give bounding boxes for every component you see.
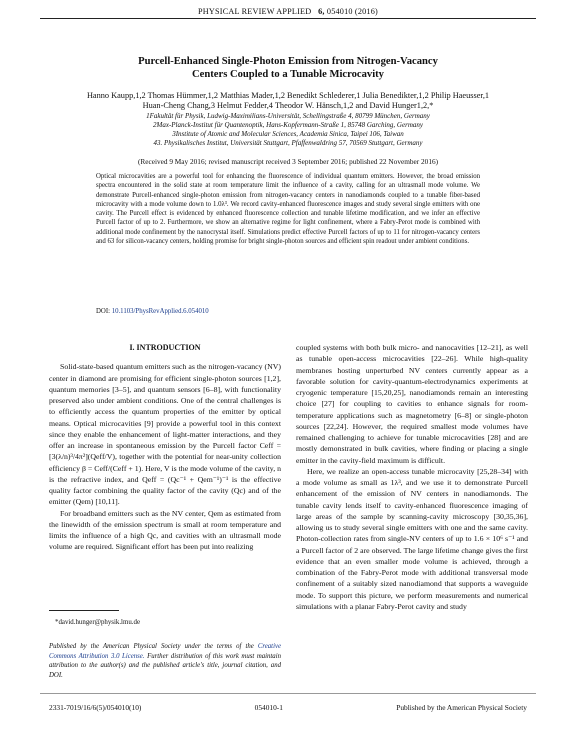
authors-line-2: Huan-Cheng Chang,3 Helmut Fedder,4 Theodor W. Hänsch,1,2 and David Hunger1,2,* [142, 101, 434, 111]
left-column [49, 342, 281, 553]
publication-note [49, 642, 281, 680]
author-list [48, 91, 528, 112]
intro-paragraph-1: Solid-state-based quantum emitters such as the nitrogen-vacancy (NV) center in diamond are promising for efficient single-photon sources [1,2], quantum memories [3–5], and quantum sensors [6–8], with functionality preserved also under ambient conditions. One of the central challenges is to efficiently access the quantum properties of the emitter by optical means. Optical microcavities [9] provide a powerful tool in this context since they enable the enhancement of light-matter interactions, and they offer an increase in spontaneous emission by the Purcell factor Ceff = [3(λ/n)³/4π²](Qeff/V), together with the potential for near-unity collection efficiency β = Ceff/(Ceff + 1). Here, V is the mode volume of the cavity, n is the refractive index, and Qeff = (Qc⁻¹ + Qem⁻¹)⁻¹ is the effective quality factor combining the quality factor of the cavity (Qc) and of the emitter (Qem) [10,11]. [49, 362, 281, 507]
affiliations [48, 112, 528, 148]
title-line-1: Purcell-Enhanced Single-Photon Emission from Nitrogen-Vacancy [138, 56, 438, 67]
affiliation-2: 2Max-Planck-Institut für Quantenoptik, Hans-Kopfermann-Straße 1, 85748 Garching, Germany [153, 120, 423, 129]
footnote-rule [49, 610, 119, 611]
intro-paragraph-4: Here, we realize an open-access tunable microcavity [25,28–34] with a mode volume as small as 1λ³, and we use it to demonstrate Purcell enhancement of the emission of NV centers in nanodiamonds. The tunable cavity lends itself to cavity-enhanced fluorescence imaging of large areas of the sample by scanning-cavity microscopy [30,35,36], allowing us to study several single emitters with one and the same cavity. Photon-collection rates from single-NV centers of up to 1.6 × 10⁶ s⁻¹ and a Purcell factor of 2 are observed. The large lifetime change gives the first evidence that an even smaller mode volume is achieved, through a combination of the Fabry-Perot mode with additional transversal mode confinement of a suitably sized nanodiamond that supports a waveguide mode. To support this picture, we perform measurements and numerical simulations with a planar Fabry-Perot cavity and study [296, 466, 528, 611]
article-number: 054010 (2016) [326, 7, 378, 16]
right-column [296, 342, 528, 612]
doi-label: DOI: [96, 308, 110, 315]
paper-title [60, 56, 516, 81]
journal-header [0, 7, 576, 16]
affiliation-4: 43. Physikalisches Institut, Universität Stuttgart, Pfaffenwaldring 57, 70569 Stuttgart, Germany [153, 138, 423, 147]
title-line-2: Centers Coupled to a Tunable Microcavity [192, 68, 384, 80]
doi-link[interactable]: 10.1103/PhysRevApplied.6.054010 [111, 308, 209, 315]
intro-paragraph-2: For broadband emitters such as the NV center, Qem as estimated from the linewidth of the emission spectrum is small at room temperature and limits the influence of a high Qc, and cavities with an ultrasmall mode volume are required. Significant effort has been put into realizing [49, 508, 281, 552]
license-link[interactable]: Creative Commons Attribution 3.0 License. [49, 643, 281, 660]
section-heading: I. INTRODUCTION [129, 343, 201, 352]
footer-page-number: 054010-1 [254, 703, 283, 712]
journal-volume: 6, [318, 7, 325, 16]
header-rule [40, 18, 536, 19]
doi-line [96, 308, 209, 315]
footer-publisher: Published by the American Physical Society [396, 703, 527, 712]
footer-rule [40, 693, 536, 694]
affiliation-1: 1Fakultät für Physik, Ludwig-Maximilians-Universität, Schellingstraße 4, 80799 München, Germany [146, 112, 430, 120]
journal-name: PHYSICAL REVIEW APPLIED [198, 7, 312, 16]
page-footer [49, 703, 527, 712]
publication-note-suffix: Further distribution of this work must maintain attribution to the author(s) and the published article's title, journal citation, and DOI. [49, 652, 281, 679]
intro-paragraph-3: coupled systems with both bulk micro- and nanocavities [12–21], as well as tunable open-access microcavities [22–26]. While high-quality membranes hosting unperturbed NV centers currently appear as a favorable solution for cavity-quantum-electrodynamics experiments at cryogenic temperature [15,20,25], nanodiamonds remain an interesting choice [27] for coupling to cavities to enhance signals for room-temperature applications such as magnetometry [6–8] or single-photon sources [22,24]. However, the required smallest mode volumes have remained challenging to achieve for tunable microcavities [28] and are mostly demonstrated in bulk cavities, where finding or placing a single emitter in the cavity-field maximum is difficult. [296, 343, 528, 465]
publication-note-prefix: Published by the American Physical Society under the terms of the [49, 643, 254, 650]
corresponding-email: *david.hunger@physik.lmu.de [55, 619, 141, 626]
received-dates: (Received 9 May 2016; revised manuscript received 3 September 2016; published 22 November 2016) [137, 157, 439, 166]
authors-line-1: Hanno Kaupp,1,2 Thomas Hümmer,1,2 Matthias Mader,1,2 Benedikt Schlederer,1 Julia Benedikter,1,2 Philip Haeusser,1 [86, 91, 490, 100]
abstract: Optical microcavities are a powerful tool for enhancing the fluorescence of individual quantum emitters. However, the broad emission spectra encountered in the solid state at room temperature limit the influence of a cavity, calling for an ultrasmall mode volume. We demonstrate Purcell-enhanced single-photon emission from nitrogen-vacancy centers in nanodiamonds coupled to a tunable fiber-based microcavity with a mode volume down to 1.0λ³. We record cavity-enhanced fluorescence images and study several single emitters with one cavity. The Purcell effect is evidenced by enhanced fluorescence collection and tunable lifetime modification, and we infer an effective Purcell factor of up to 2. Furthermore, we show an alternative regime for light confinement, where a Fabry-Perot mode is combined with additional mode confinement by the nanocrystal itself. Simulations predict effective Purcell factors of up to 11 for nitrogen-vacancy centers and 63 for silicon-vacancy centers, holding promise for bright single-photon sources and efficient spin readout under ambient conditions. [96, 173, 480, 246]
affiliation-3: 3Institute of Atomic and Molecular Sciences, Academia Sinica, Taipei 106, Taiwan [172, 129, 404, 138]
footer-issn: 2331-7019/16/6(5)/054010(10) [49, 703, 142, 712]
